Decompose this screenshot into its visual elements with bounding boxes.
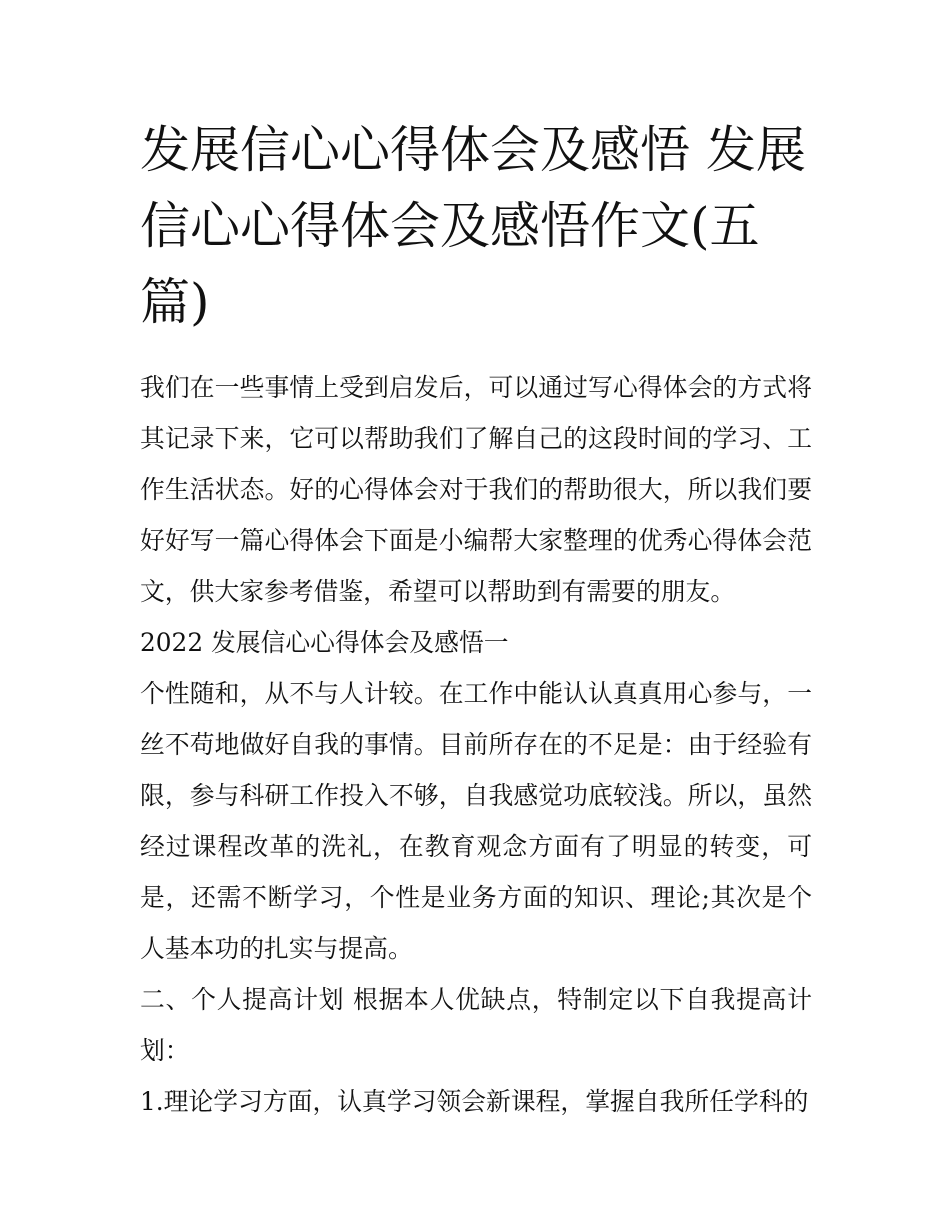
document-body — [140, 362, 812, 1127]
document-title: 发展信心心得体会及感悟 发展信心心得体会及感悟作文(五篇) — [140, 121, 806, 331]
document-content — [140, 112, 812, 1127]
body-paragraph-1: 个性随和，从不与人计较。在工作中能认认真真用心参与，一丝不苟地做好自我的事情。目前所存在的不足是：由于经验有限，参与科研工作投入不够，自我感觉功底较浅。所以，虽然经过课程改革的洗礼，在教育观念方面有了明显的转变，可是，还需不断学习，个性是业务方面的知识、理论;其次是个人基本功的扎实与提高。 — [140, 679, 812, 963]
intro-paragraph: 我们在一些事情上受到启发后，可以通过写心得体会的方式将其记录下来，它可以帮助我们了解自己的这段时间的学习、工作生活状态。好的心得体会对于我们的帮助很大，所以我们要好好写一篇心得体会下面是小编帮大家整理的优秀心得体会范文，供大家参考借鉴，希望可以帮助到有需要的朋友。 — [140, 373, 812, 606]
section-heading: 2022 发展信心心得体会及感悟一 — [140, 628, 509, 657]
body-paragraph-3: 1.理论学习方面，认真学习领会新课程，掌握自我所任学科的 — [140, 1087, 809, 1116]
body-paragraph-2: 二、个人提高计划 根据本人优缺点，特制定以下自我提高计划： — [140, 985, 812, 1065]
